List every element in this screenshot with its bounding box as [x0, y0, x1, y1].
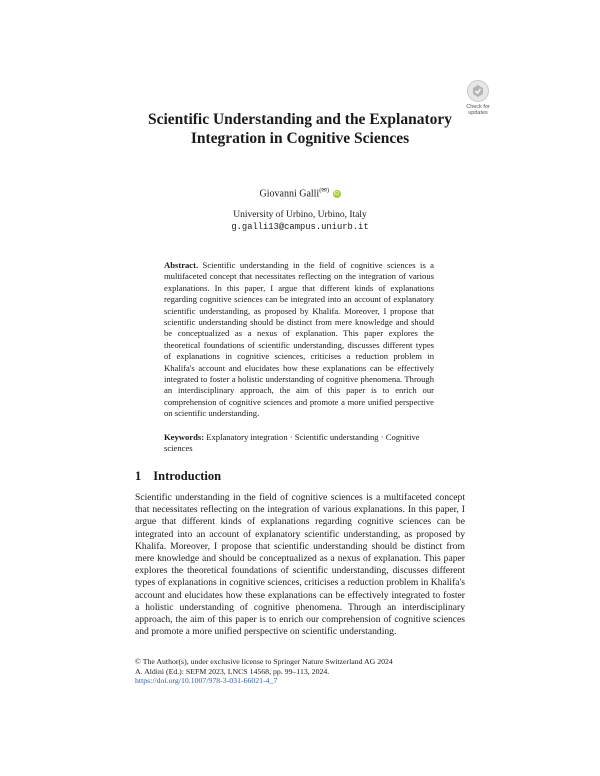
corresponding-author-mark: (✉) [319, 187, 329, 194]
abstract-label: Abstract. [164, 260, 199, 270]
copyright-footnote [135, 657, 465, 686]
copyright-line: © The Author(s), under exclusive license to Springer Nature Switzerland AG 2024 [135, 657, 393, 666]
affiliation-institution: University of Urbino, Urbino, Italy [233, 210, 367, 220]
orcid-icon[interactable]: iD [334, 191, 339, 198]
check-for-updates-label: Check for updates [466, 104, 490, 116]
section-heading [135, 469, 221, 484]
keywords-text: Explanatory integration · Scientific understanding · Cognitive sciences [164, 432, 420, 454]
crossmark-icon [467, 80, 489, 102]
affiliation [0, 209, 600, 233]
keywords [164, 432, 434, 455]
introduction-paragraph: Scientific understanding in the field of cognitive sciences is a multifaceted concept that necessitates reflecting on the integration of various explanations. In this paper, I argue that different kinds of explanations regarding cognitive sciences can be integrated into an account of explanatory scientific understanding, as proposed by Khalifa. Moreover, I propose that scientific understanding should be distinct from mere knowledge and should be conceptualized as a nexus of explanation. This paper explores the theoretical foundations of scientific understanding, discusses different types of explanations in cognitive sciences, criticises a reduction problem in Khalifa's account and elucidates how these explanations can be effectively integrated to foster a holistic understanding of cognitive phenomena. Through an interdisciplinary approach, the aim of this paper is to enrich our comprehension of cognitive sciences and promote a more unified perspective on scientific understanding. [135, 492, 465, 638]
keywords-label: Keywords: [164, 432, 205, 442]
doi-link[interactable]: https://doi.org/10.1007/978-3-031-66021-4_7 [135, 676, 278, 686]
abstract-text: Scientific understanding in the field of cognitive sciences is a multifaceted concept that necessitates reflecting on the integration of various explanations. In this paper, I argue that different kinds of explanations regarding cognitive sciences can be integrated into an account of explanatory scientific understanding, as proposed by Khalifa. Moreover, I propose that scientific understanding should be distinct from mere knowledge and should be conceptualized as a nexus of explanation. This paper explores the theoretical foundations of scientific understanding, discusses different types of explanations in cognitive sciences, criticises a reduction problem in Khalifa's account and elucidates how these explanations can be effectively integrated to foster a holistic understanding of cognitive phenomena. Through an interdisciplinary approach, the aim of this paper is to enrich our comprehension of cognitive sciences and promote a more unified perspective on scientific understanding. [164, 260, 434, 419]
author-name: Giovanni Galli [259, 188, 320, 200]
citation-line: A. Aldini (Ed.): SEFM 2023, LNCS 14568, pp. 99–113, 2024. [135, 666, 330, 676]
paper-title: Scientific Understanding and the Explanatory Integration in Cognitive Sciences [147, 111, 452, 147]
author-line [0, 186, 600, 199]
section-number: 1 [135, 469, 142, 483]
check-for-updates-badge[interactable] [462, 80, 494, 114]
abstract [164, 260, 434, 420]
author-email[interactable]: g.galli13@campus.uniurb.it [231, 222, 369, 232]
section-title: Introduction [153, 469, 222, 483]
